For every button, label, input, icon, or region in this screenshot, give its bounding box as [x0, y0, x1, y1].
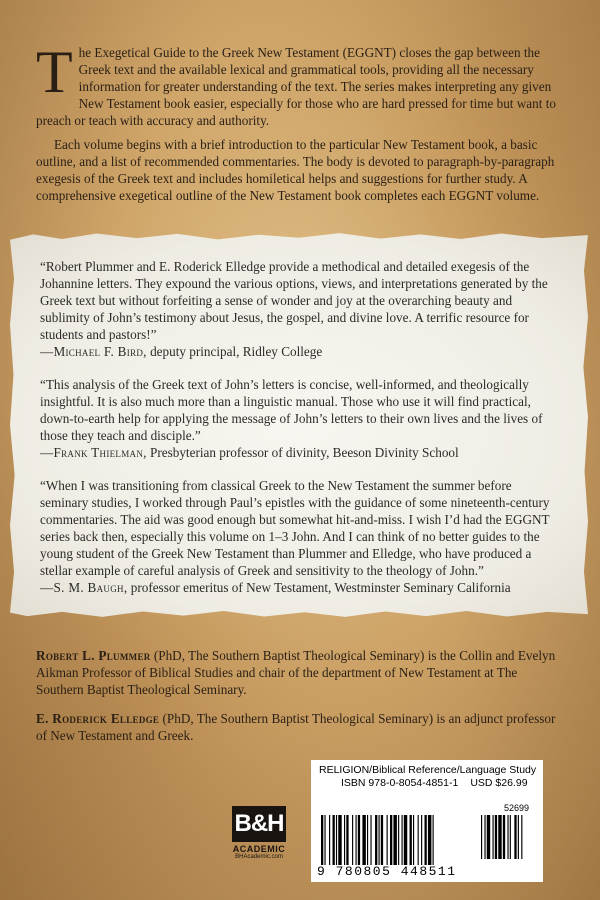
price: USD $26.99	[470, 777, 528, 789]
endorsement-attribution	[40, 343, 560, 360]
isbn: ISBN 978-0-8054-4851-1	[341, 777, 459, 789]
author-name: Robert L. Plummer	[36, 648, 151, 663]
barcode-bars	[321, 815, 533, 865]
publisher-url: BHAcademic.com	[235, 854, 283, 860]
endorser-role: professor emeritus of New Testament, Westminster Seminary California	[130, 580, 511, 595]
drop-cap: T	[36, 39, 73, 105]
barcode-digits: 9 780805 448511	[317, 864, 457, 879]
isbn-line	[311, 776, 543, 789]
endorsements	[40, 258, 560, 612]
endorsement	[40, 477, 560, 596]
publisher-logo	[228, 806, 290, 868]
author-bio-text: (PhD, The Southern Baptist Theological Seminary) is an adjunct professor of New Testament and Greek.	[36, 711, 556, 743]
author-bio	[36, 647, 566, 698]
endorsement-attribution	[40, 444, 560, 461]
intro-paragraph-1-text: he Exegetical Guide to the Greek New Testament (EGGNT) closes the gap between the Greek text and the available lexical and grammatical tools, providing all the necessary information for greater understanding of the text. The series makes interpreting any given New Testament book easier, especially for those who are hard pressed for time but want to preach or teach with accuracy and authority.	[36, 45, 556, 128]
endorsement-text: “When I was transitioning from classical Greek to the New Testament the summer before seminary studies, I worked through Paul’s epistles with the guidance of some nineteenth-century commentaries. The aid was good enough but somewhat hit-and-miss. I wish I’d had the EGGNT series back then, especially this volume on 1–3 John. And I can think of no better guides to the young student of the Greek New Testament than Plummer and Elledge, who have produced a stellar example of careful analysis of Greek and sensitivity to the theology of John.”	[40, 478, 550, 578]
author-name: E. Roderick Elledge	[36, 711, 160, 726]
intro-paragraph-2: Each volume begins with a brief introduction to the particular New Testament book, a basic outline, and a list of recommended commentaries. The body is devoted to paragraph-by-paragraph exegesis of the Greek text and includes homiletical helps and suggestions for further study. A comprehensive exegetical outline of the New Testament book completes each EGGNT volume.	[36, 137, 555, 203]
publisher-logo-mark: B&H	[232, 806, 286, 842]
endorser-role: deputy principal, Ridley College	[150, 344, 323, 359]
price-addon-code: 52699	[503, 803, 529, 813]
author-bios	[36, 647, 566, 756]
endorsement-attribution	[40, 579, 560, 596]
endorser-name: —S. M. Baugh,	[40, 580, 128, 595]
endorsement-text: “Robert Plummer and E. Roderick Elledge provide a methodical and detailed exegesis of the Johannine letters. They expound the various options, views, and interpretations generated by the Greek text but without forfeiting a sense of wonder and joy at the overarching beauty and sublimity of John’s testimony about Jesus, the gospel, and divine love. A terrific resource for students and pastors!”	[40, 259, 548, 342]
author-bio-text: (PhD, The Southern Baptist Theological Seminary) is the Collin and Evelyn Aikman Professor of Biblical Studies and chair of the department of New Testament at The Southern Baptist Theological Seminary.	[36, 648, 556, 697]
endorsement	[40, 376, 560, 461]
publisher-logo-label: ACADEMIC	[232, 844, 286, 854]
endorser-name: —Frank Thielman,	[40, 445, 147, 460]
endorsement	[40, 258, 560, 360]
intro-paragraph-1	[36, 39, 566, 129]
author-bio	[36, 710, 566, 744]
description	[36, 39, 566, 211]
endorser-role: Presbyterian professor of divinity, Beeson Divinity School	[150, 445, 459, 460]
barcode-label	[311, 760, 543, 882]
endorsement-text: “This analysis of the Greek text of John’s letters is concise, well-informed, and theologically insightful. It is also much more than a linguistic manual. Those who use it will find practical, down-to-earth help for applying the message of John’s letters to their own lives and the lives of those they teach and disciple.”	[40, 377, 543, 443]
bisac-category: RELIGION/Biblical Reference/Language Study	[319, 764, 537, 776]
endorser-name: —Michael F. Bird,	[40, 344, 147, 359]
